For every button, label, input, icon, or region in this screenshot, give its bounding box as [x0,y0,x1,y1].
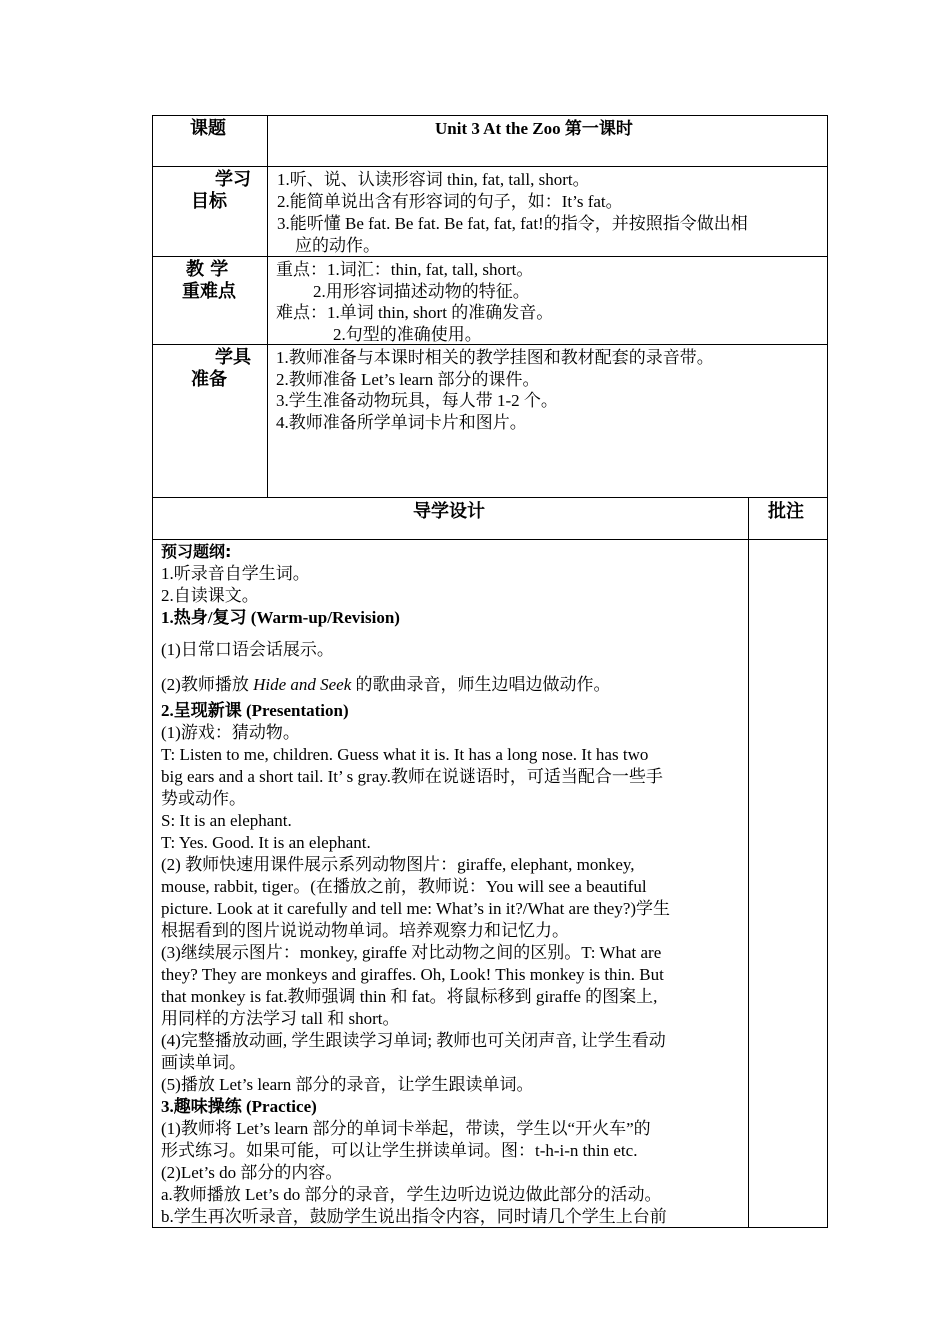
material-item: 1.教师准备与本课时相关的教学挂图和教材配套的录音带。 [276,348,714,367]
presentation-line: 用同样的方法学习 tall 和 short。 [161,1009,400,1028]
presentation-line: 根据看到的图片说说动物单词。培养观察力和记忆力。 [161,921,569,940]
song-title: Hide and Seek [253,675,352,694]
section-warmup-title: 1.热身/复习 (Warm-up/Revision) [161,608,400,627]
key-point-item: 2.用形容词描述动物的特征。 [313,282,530,301]
presentation-line: picture. Look at it carefully and tell me: What’s in it?/What are they?)学生 [161,899,671,918]
presentation-line: they? They are monkeys and giraffes. Oh, Look! This monkey is thin. But [161,965,664,984]
practice-line: b.学生再次听录音，鼓励学生说出指令内容，同时请几个学生上台前 [161,1207,667,1226]
goal-item: 1.听、说、认读形容词 thin, fat, tall, short。 [277,170,590,189]
presentation-line: S: It is an elephant. [161,811,292,830]
notes-header: 批注 [768,501,804,522]
row-divider-5 [152,539,828,540]
practice-line: 形式练习。如果可能，可以让学生拼读单词。图：t-h-i-n thin etc. [161,1141,638,1160]
presentation-line: big ears and a short tail. It’ s gray.教师在说谜语时，可适当配合一些手 [161,767,663,786]
presentation-line: mouse, rabbit, tiger。(在播放之前，教师说：You will see a beautiful [161,877,647,896]
label-column-divider [267,115,268,497]
key-points-label-line2: 重难点 [182,281,236,302]
preview-item: 2.自读课文。 [161,586,259,605]
topic-label: 课题 [190,118,226,139]
presentation-line: T: Listen to me, children. Guess what it is. It has a long nose. It has two [161,745,649,764]
practice-line: (2)Let’s do 部分的内容。 [161,1163,343,1182]
topic-title: Unit 3 At the Zoo 第一课时 [435,119,633,138]
presentation-line: 势或动作。 [161,789,246,808]
section-practice-title: 3.趣味操练 (Practice) [161,1097,317,1116]
key-point-item: 2.句型的准确使用。 [333,325,482,344]
section-presentation-title: 2.呈现新课 (Presentation) [161,701,349,720]
preview-item: 1.听录音自学生词。 [161,564,310,583]
practice-line: a.教师播放 Let’s do 部分的录音，学生边听边说边做此部分的活动。 [161,1185,662,1204]
presentation-line: (3)继续展示图片：monkey, giraffe 对比动物之间的区别。T: What are [161,943,662,962]
table-border-top [152,115,828,116]
goals-label-line1: 学习 [215,169,251,190]
presentation-line: (2) 教师快速用课件展示系列动物图片：giraffe, elephant, monkey, [161,855,635,874]
goal-item: 3.能听懂 Be fat. Be fat. Be fat, fat, fat!的指令，并按照指令做出相 [277,214,748,233]
material-item: 2.教师准备 Let’s learn 部分的课件。 [276,370,540,389]
presentation-line: (4)完整播放动画, 学生跟读学习单词; 教师也可关闭声音, 让学生看动 [161,1031,666,1050]
goal-item: 2.能简单说出含有形容词的句子，如：It’s fat。 [277,192,623,211]
goal-item: 应的动作。 [295,236,380,255]
row-divider-3 [152,344,828,345]
key-point-item: 重点：1.词汇：thin, fat, tall, short。 [276,260,534,279]
design-header: 导学设计 [413,501,485,522]
table-border-left [152,115,153,1228]
material-item: 4.教师准备所学单词卡片和图片。 [276,413,527,432]
warmup-item-song: (2)教师播放 Hide and Seek 的歌曲录音，师生边唱边做动作。 [161,675,611,694]
design-body [161,541,746,1228]
table-border-right [827,115,828,1228]
row-divider-1 [152,166,828,167]
preview-title: 预习题纲: [161,542,232,561]
presentation-line: that monkey is fat.教师强调 thin 和 fat。将鼠标移到 giraffe 的图案上, [161,987,658,1006]
warmup-item: (1)日常口语会话展示。 [161,640,334,659]
presentation-line: 画读单词。 [161,1053,246,1072]
practice-line: (1)教师将 Let’s learn 部分的单词卡举起，带读，学生以“开火车”的 [161,1119,651,1138]
goals-label-line2: 目标 [191,191,227,212]
materials-label-line1: 学具 [215,347,251,368]
materials-label-line2: 准备 [191,369,227,390]
row-divider-2 [152,256,828,257]
presentation-line: (5)播放 Let’s learn 部分的录音，让学生跟读单词。 [161,1075,534,1094]
key-point-item: 难点：1.单词 thin, short 的准确发音。 [276,303,554,322]
presentation-line: T: Yes. Good. It is an elephant. [161,833,371,852]
row-divider-4 [152,497,828,498]
presentation-line: (1)游戏：猜动物。 [161,723,300,742]
key-points-label-line1: 教 学 [186,259,229,280]
material-item: 3.学生准备动物玩具，每人带 1-2 个。 [276,391,558,410]
notes-column [749,540,827,1227]
